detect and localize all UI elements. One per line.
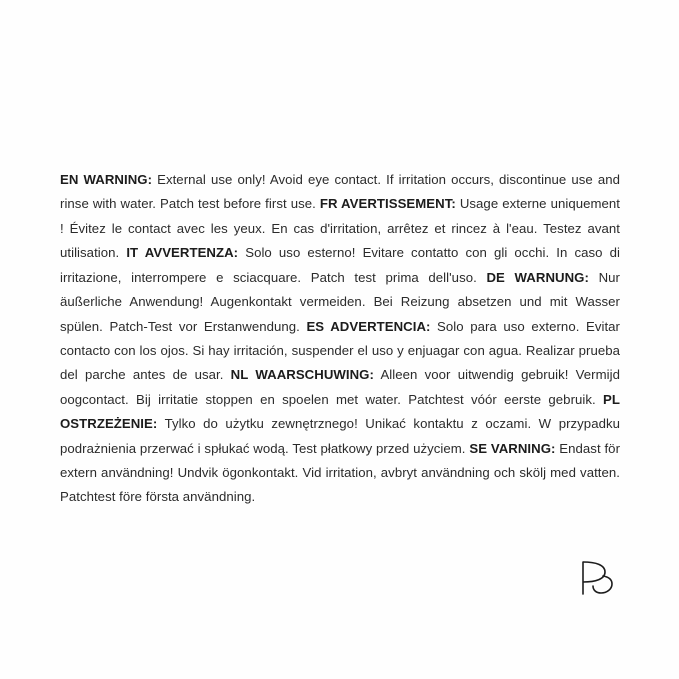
- warning-language-body: Endast för extern användning! Undvik ögonkontakt. Vid irritation, avbryt användning och skölj med vatten. Patchtest före första användning.: [60, 440, 621, 505]
- warning-language-body: Alleen voor uitwendig gebruik! Vermijd oogcontact. Bij irritatie stoppen en spoelen met water. Patchtest vóór eerste gebruik.: [60, 367, 620, 407]
- brand-monogram-logo: [574, 556, 618, 600]
- multilingual-warning-text: [60, 168, 620, 510]
- warning-language-body: Usage externe uniquement ! Évitez le contact avec les yeux. En cas d'irritation, arrêtez et rincez à l'eau. Testez avant utilisation.: [60, 196, 620, 261]
- warning-language-label: SE VARNING:: [469, 440, 556, 456]
- warning-language-label: DE WARNUNG:: [486, 269, 589, 285]
- warning-language-body: Nur äußerliche Anwendung! Augenkontakt vermeiden. Bei Reizung absetzen und mit Wasser spülen. Patch-Test vor Erstanwendung.: [60, 269, 620, 334]
- warning-language-body: Solo para uso externo. Evitar contacto con los ojos. Si hay irritación, suspender el uso y enjuagar con agua. Realizar prueba del parche antes de usar.: [60, 318, 620, 383]
- warning-language-body: External use only! Avoid eye contact. If irritation occurs, discontinue use and rinse with water. Patch test before first use.: [60, 172, 620, 212]
- warning-language-body: Solo uso esterno! Evitare contatto con gli occhi. In caso di irritazione, interrompere e sciacquare. Patch test prima dell'uso.: [60, 245, 620, 285]
- warning-language-label: NL WAARSCHUWING:: [230, 367, 374, 383]
- warning-language-label: FR AVERTISSEMENT:: [319, 196, 456, 212]
- warning-language-label: IT AVVERTENZA:: [126, 245, 239, 261]
- warning-language-label: PL OSTRZEŻENIE:: [60, 391, 620, 432]
- warning-language-label: ES ADVERTENCIA:: [306, 318, 431, 334]
- warning-language-label: EN WARNING:: [60, 172, 153, 187]
- warning-language-body: Tylko do użytku zewnętrznego! Unikać kontaktu z oczami. W przypadku podrażnienia przerwać i spłukać wodą. Test płatkowy przed użyciem.: [60, 416, 620, 456]
